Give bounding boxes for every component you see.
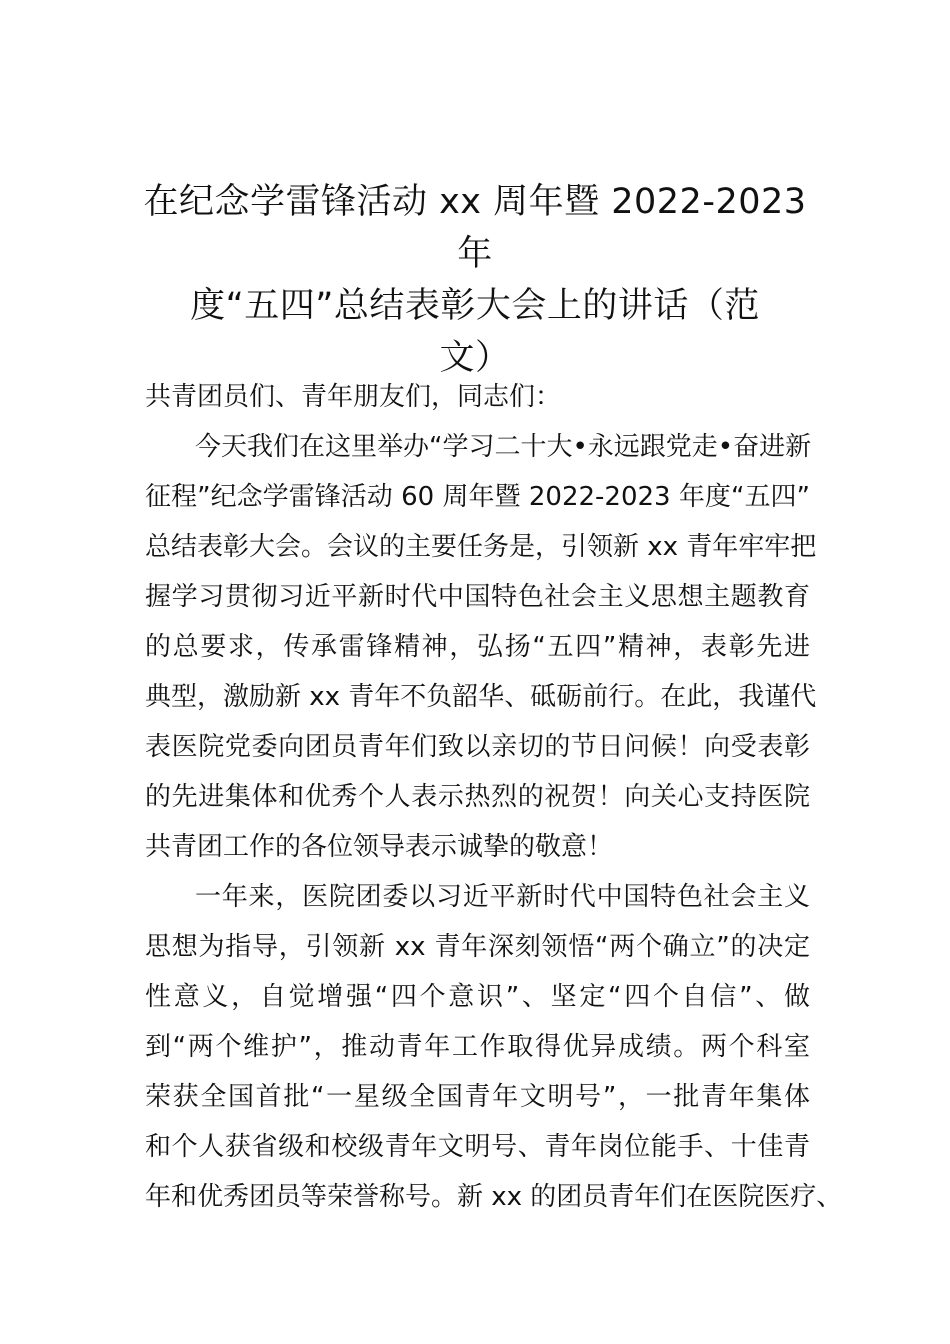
paragraph-line: 典型，激励新 xx 青年不负韶华、砥砺前行。在此，我谨代 [145, 682, 817, 712]
paragraph-line: 共青团工作的各位领导表示诚挚的敬意！ [145, 832, 614, 862]
paragraph-line: 握学习贯彻习近平新时代中国特色社会主义思想主题教育 [145, 582, 810, 612]
salutation: 共青团员们、青年朋友们，同志们： [145, 382, 562, 412]
paragraph-line: 思想为指导，引领新 xx 青年深刻领悟“两个确立”的决定 [145, 932, 810, 962]
paragraph-line: 总结表彰大会。会议的主要任务是，引领新 xx 青年牢牢把 [145, 532, 817, 562]
document-body [145, 372, 843, 1222]
paragraph-line: 的先进集体和优秀个人表示热烈的祝贺！向关心支持医院 [145, 782, 810, 812]
paragraph-line: 征程”纪念学雷锋活动 60 周年暨 2022-2023 年度“五四” [145, 482, 810, 512]
paragraph-line: 到“两个维护”，推动青年工作取得优异成绩。两个科室 [145, 1032, 810, 1062]
paragraph-achievements [145, 872, 843, 1222]
document-title [140, 176, 810, 384]
paragraph-line: 年和优秀团员等荣誉称号。新 xx 的团员青年们在医院医疗、 [145, 1182, 843, 1212]
title-line: 文） [439, 338, 511, 378]
paragraph-opening [145, 422, 817, 872]
title-line: 在纪念学雷锋活动 xx 周年暨 2022-2023 年 [143, 182, 807, 274]
paragraph-line: 荣获全国首批“一星级全国青年文明号”，一批青年集体 [145, 1082, 810, 1112]
paragraph-line: 一年来，医院团委以习近平新时代中国特色社会主义 [195, 882, 810, 912]
paragraph-line: 今天我们在这里举办“学习二十大•永远跟党走•奋进新 [195, 432, 812, 462]
paragraph-line: 的总要求，传承雷锋精神，弘扬“五四”精神，表彰先进 [145, 632, 810, 662]
title-line: 度“五四”总结表彰大会上的讲话（范 [190, 286, 760, 326]
paragraph-line: 性意义，自觉增强“四个意识”、坚定“四个自信”、做 [145, 982, 810, 1012]
paragraph-line: 和个人获省级和校级青年文明号、青年岗位能手、十佳青 [145, 1132, 810, 1162]
paragraph-line: 表医院党委向团员青年们致以亲切的节日问候！向受表彰 [145, 732, 810, 762]
